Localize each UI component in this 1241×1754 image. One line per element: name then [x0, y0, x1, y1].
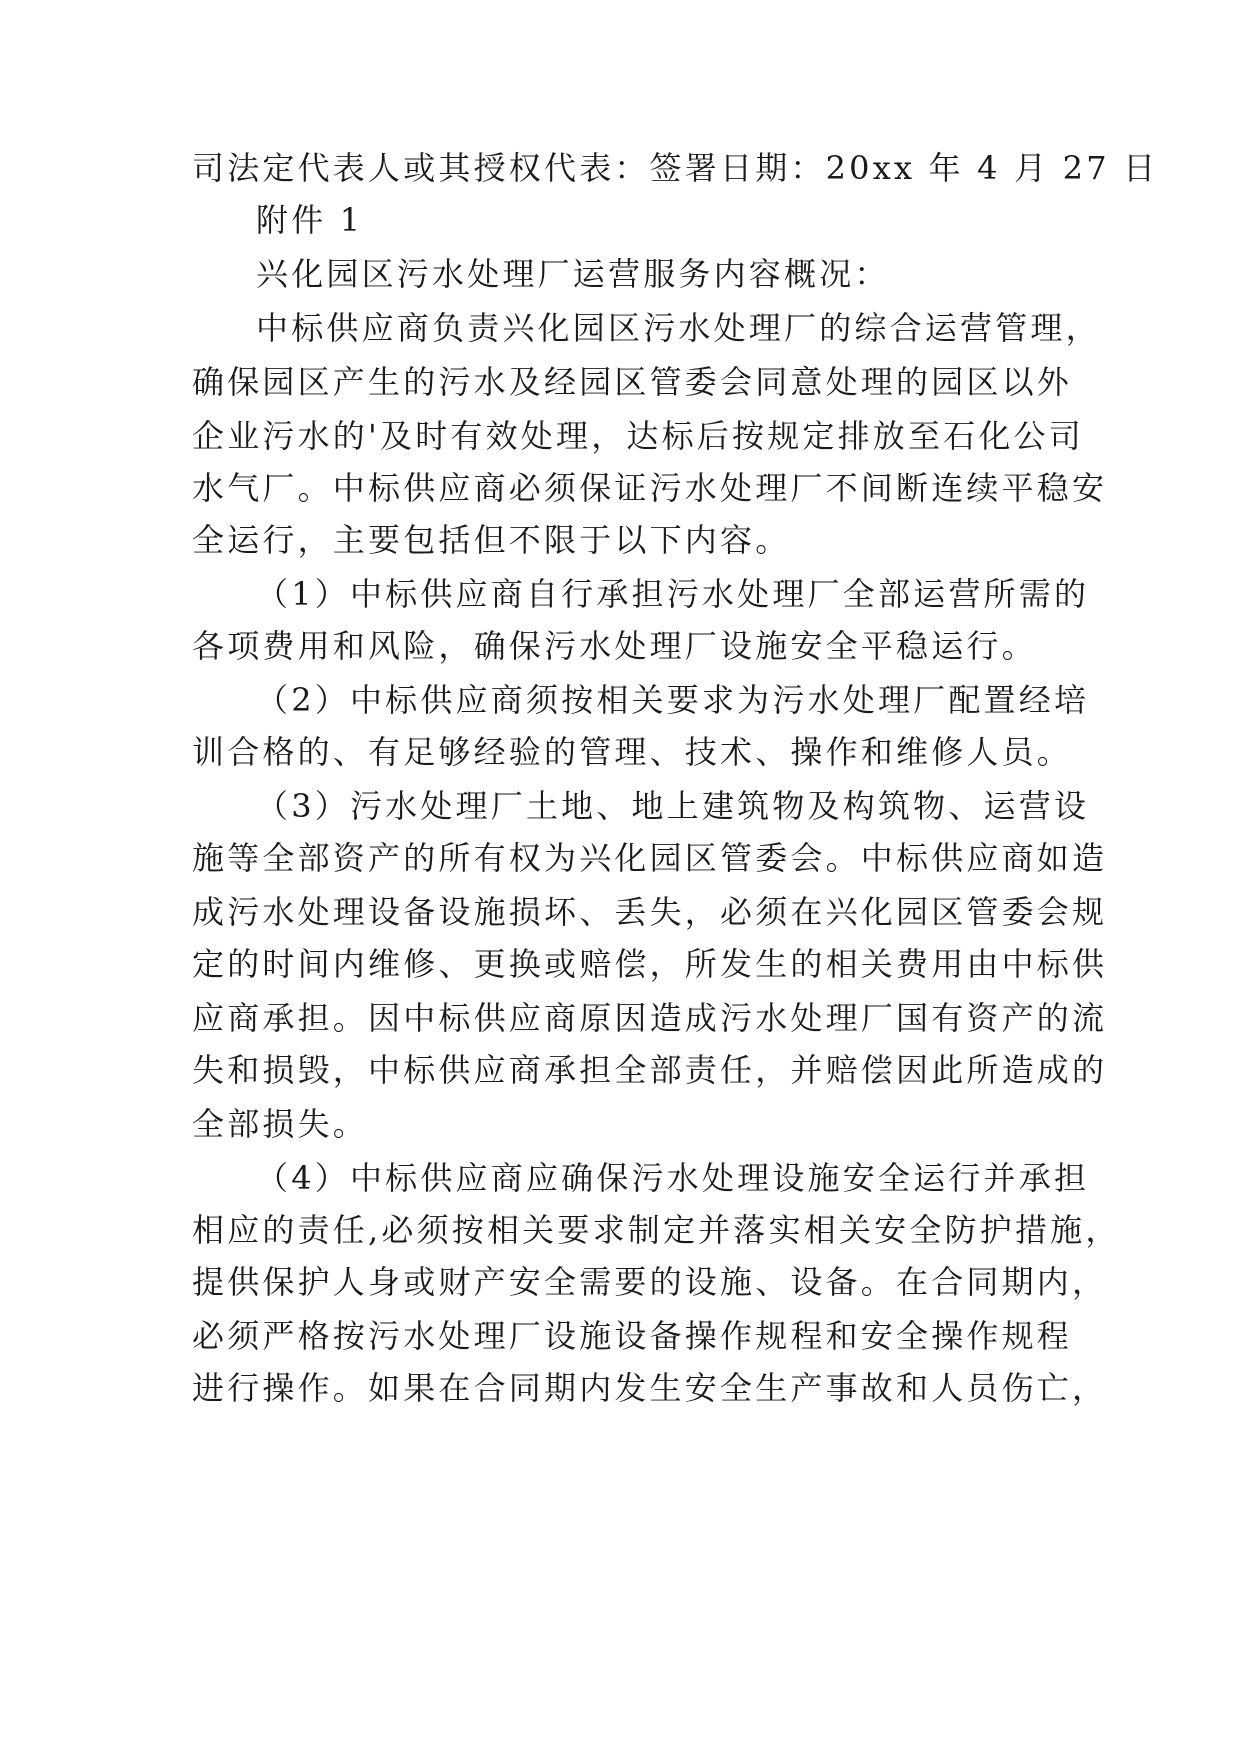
paragraph-line: 训合格的、有足够经验的管理、技术、操作和维修人员。	[192, 733, 1073, 771]
paragraph-line: 施等全部资产的所有权为兴化园区管委会。中标供应商如造	[192, 839, 1108, 877]
paragraph-line: 失和损毁，中标供应商承担全部责任，并赔偿因此所造成的	[192, 1051, 1108, 1089]
paragraph-line: 各项费用和风险，确保污水处理厂设施安全平稳运行。	[192, 627, 1037, 665]
paragraph-line: 全部损失。	[192, 1105, 369, 1143]
paragraph-line: 提供保护人身或财产安全需要的设施、设备。在合同期内，	[192, 1263, 1108, 1301]
paragraph-line: 相应的责任,必须按相关要求制定并落实相关安全防护措施，	[192, 1211, 1121, 1249]
paragraph-line: 应商承担。因中标供应商原因造成污水处理厂国有资产的流	[192, 999, 1108, 1037]
paragraph-line: 定的时间内维修、更换或赔偿，所发生的相关费用由中标供	[192, 945, 1108, 983]
paragraph-line: （1）中标供应商自行承担污水处理厂全部运营所需的	[256, 575, 1090, 613]
paragraph-line: 中标供应商负责兴化园区污水处理厂的综合运营管理，	[256, 309, 1101, 347]
paragraph-line: 企业污水的'及时有效处理，达标后按规定排放至石化公司	[192, 417, 1084, 455]
paragraph-line: （2）中标供应商须按相关要求为污水处理厂配置经培	[256, 681, 1090, 719]
paragraph-line: 必须严格按污水处理厂设施设备操作规程和安全操作规程	[192, 1317, 1073, 1355]
paragraph-line: 水气厂。中标供应商必须保证污水处理厂不间断连续平稳安	[192, 469, 1108, 507]
paragraph-line: 成污水处理设备设施损坏、丢失，必须在兴化园区管委会规	[192, 893, 1108, 931]
paragraph-line: 全运行，主要包括但不限于以下内容。	[192, 521, 791, 559]
attachment-label: 附件 1	[256, 201, 364, 239]
paragraph-line: （4）中标供应商应确保污水处理设施安全运行并承担	[256, 1159, 1090, 1197]
paragraph-line: （3）污水处理厂土地、地上建筑物及构筑物、运营设	[256, 787, 1090, 825]
section-title: 兴化园区污水处理厂运营服务内容概况：	[256, 255, 890, 293]
paragraph-line: 确保园区产生的污水及经园区管委会同意处理的园区以外	[192, 363, 1073, 401]
signature-date-line: 司法定代表人或其授权代表：签署日期：20xx 年 4 月 27 日	[192, 149, 1159, 187]
paragraph-line: 进行操作。如果在合同期内发生安全生产事故和人员伤亡，	[192, 1369, 1108, 1407]
